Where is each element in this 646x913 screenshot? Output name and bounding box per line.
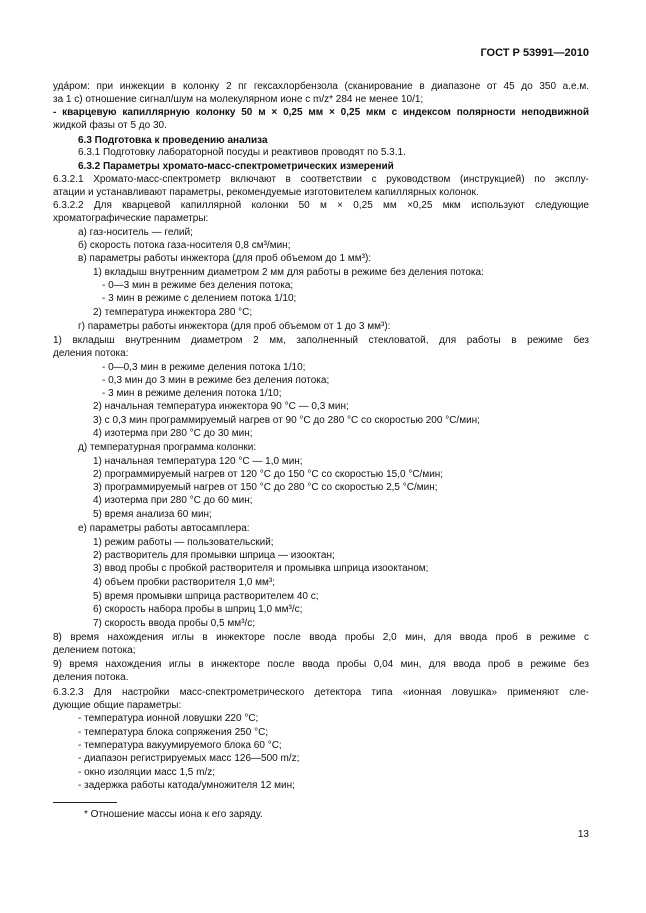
text-line: 6.3.1 Подготовку лабораторной посуды и реактивов проводят по 5.3.1. [78,147,406,158]
text-line: 5) время промывки шприца растворителем 40 с; [93,591,319,602]
text-line: атации и устанавливают параметры, рекомендуемые изготовителем капиллярных колонок. [53,187,479,198]
text-line: 6.3.2.2 Для кварцевой капиллярной колонки 50 м × 0,25 мм ×0,25 мкм используют следующие [53,200,589,211]
text-line: 6.3.2.1 Хромато-масс-спектрометр включают в соответствии с руководством (инструкцией) по эксплу- [53,174,589,185]
text-line: 9) время нахождения иглы в инжекторе после ввода пробы 0,04 мин, для ввода проб в режиме без [53,659,589,670]
text-line: 4) изотерма при 280 °С до 30 мин; [93,428,253,439]
text-line: 4) объем пробки растворителя 1,0 мм³; [93,577,275,588]
page-number: 13 [577,829,589,840]
text-line: - 0—3 мин в режиме без деления потока; [102,280,294,291]
text-line: б) скорость потока газа-носителя 0,8 см³/мин; [78,240,291,251]
text-line: 6.3 Подготовка к проведению анализа [78,135,268,146]
text-line: деления потока: [53,348,129,359]
text-line: - диапазон регистрируемых масс 126—500 m/z; [78,753,300,764]
text-line: - 0—0,3 мин в режиме деления потока 1/10; [102,362,306,373]
text-line: - окно изоляции масс 1,5 m/z; [78,767,216,778]
text-line: 4) изотерма при 280 °С до 60 мин; [93,495,253,506]
text-line: удáром: при инжекции в колонку 2 пг гексахлорбензола (сканирование в диапазоне от 45 до 350 а.е.м. [53,81,589,92]
text-line: 3) ввод пробы с пробкой растворителя и промывка шприца изооктаном; [93,563,429,574]
text-line: - 3 мин в режиме деления потока 1/10; [102,388,282,399]
footnote: * Отношение массы иона к его заряду. [84,809,263,820]
text-line: 8) время нахождения иглы в инжекторе после ввода пробы 2,0 мин, для ввода проб в режиме с [53,632,589,643]
text-line: - 0,3 мин до 3 мин в режиме без деления потока; [102,375,330,386]
text-line: 5) время анализа 60 мин; [93,509,212,520]
footnote-divider [53,802,117,803]
text-line: 7) скорость ввода пробы 0,5 мм³/с; [93,618,255,629]
text-line: - температура ионной ловушки 220 °С; [78,713,259,724]
text-line: деления потока. [53,672,129,683]
text-line: в) параметры работы инжектора (для проб объемом до 1 мм³): [78,253,372,264]
text-line: 2) температура инжектора 280 °С; [93,307,253,318]
text-line: а) газ-носитель — гелий; [78,227,193,238]
text-line: 1) режим работы — пользовательский; [93,537,274,548]
text-line: - 3 мин в режиме с делением потока 1/10; [102,293,297,304]
text-line: 3) программируемый нагрев от 150 °С до 280 °С со скоростью 2,5 °С/мин; [93,482,438,493]
text-line: жидкой фазы от 5 до 30. [53,120,167,131]
text-line: 6.3.2.3 Для настройки масс-спектрометрического детектора типа «ионная ловушка» применяют сле- [53,687,589,698]
text-line: е) параметры работы автосамплера: [78,523,250,534]
text-line: г) параметры работы инжектора (для проб объемом от 1 до 3 мм³): [78,321,391,332]
text-line: 1) вкладыш внутренним диаметром 2 мм, заполненный стекловатой, для работы в режиме без [53,335,589,346]
text-line: - температура вакуумируемого блока 60 °С; [78,740,282,751]
text-line: - кварцевую капиллярную колонку 50 м × 0,25 мм × 0,25 мкм с индексом полярности неподвижной [53,107,589,118]
text-line: 6.3.2 Параметры хромато-масс-спектрометрических измерений [78,161,394,172]
text-line: 2) растворитель для промывки шприца — изооктан; [93,550,335,561]
text-line: 3) с 0,3 мин программируемый нагрев от 90 °С до 280 °С со скоростью 200 °С/мин; [93,415,480,426]
text-line: 6) скорость набора пробы в шприц 1,0 мм³/с; [93,604,303,615]
text-line: 2) программируемый нагрев от 120 °С до 150 °С со скоростью 15,0 °С/мин; [93,469,444,480]
text-line: 2) начальная температура инжектора 90 °С — 0,3 мин; [93,401,349,412]
text-line: 1) начальная температура 120 °С — 1,0 мин; [93,456,303,467]
text-line: дующие общие параметры: [53,700,182,711]
text-line: 1) вкладыш внутренним диаметром 2 мм для работы в режиме без деления потока: [93,267,484,278]
text-line: делением потока; [53,645,136,656]
text-line: - задержка работы катода/умножителя 12 мин; [78,780,295,791]
text-line: - температура блока сопряжения 250 °С; [78,727,269,738]
text-line: д) температурная программа колонки: [78,442,257,453]
text-line: за 1 с) отношение сигнал/шум на молекулярном ионе с m/z* 284 не менее 10/1; [53,94,424,105]
text-line: хроматографические параметры: [53,213,209,224]
document-header: ГОСТ Р 53991—2010 [480,47,589,59]
